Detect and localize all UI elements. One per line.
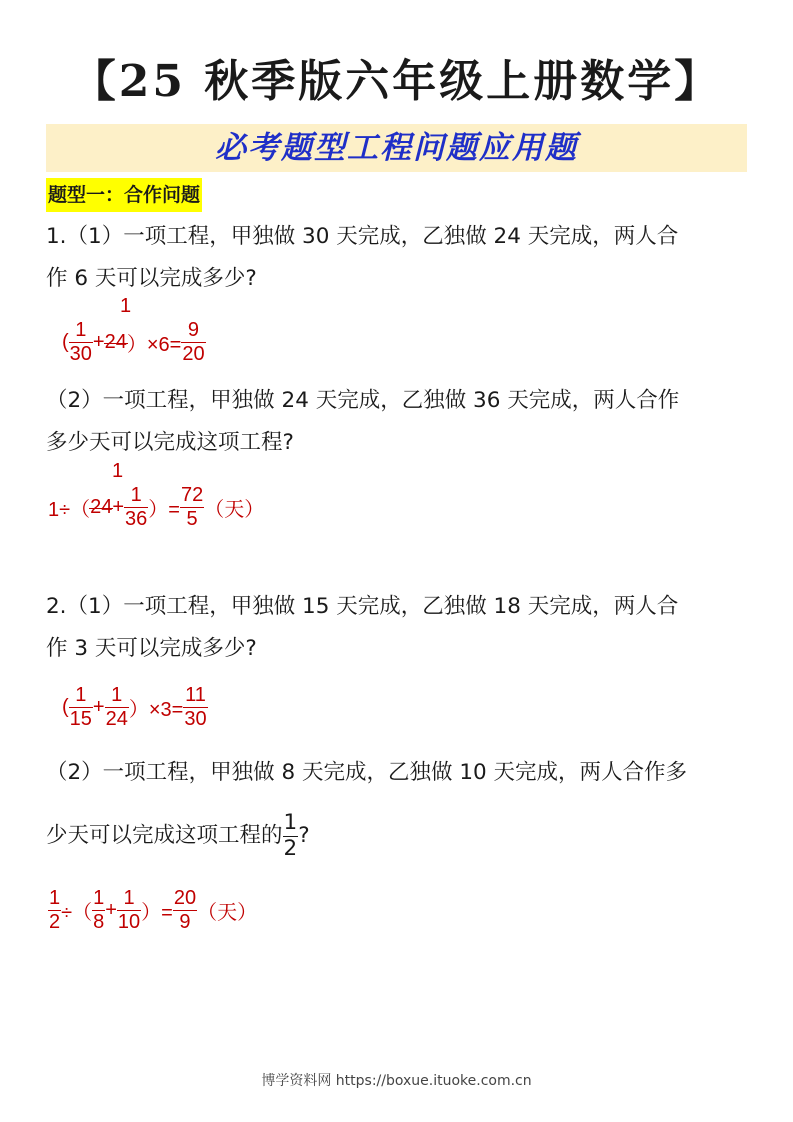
struck-number: 24 <box>90 496 113 518</box>
problem-2-2-line-2: 少天可以完成这项工程的 $\frac{1}{2}$ ? <box>46 810 310 861</box>
answer-1-1: ( $\frac{1}{30}$ +24）×6= $\frac{9}{20}$ <box>62 319 205 365</box>
fraction: $\frac{1}{2}$ <box>49 887 61 933</box>
fraction: $\frac{1}{8}$ <box>93 887 105 933</box>
answer-1-2: 1÷（24+ $\frac{1}{36}$ ）= $\frac{72}{5}$ （天） <box>48 484 265 530</box>
fraction: $\frac{1}{30}$ <box>69 319 92 365</box>
problem-1-2-line-2: 多少天可以完成这项工程? <box>46 430 294 455</box>
footer-watermark: 博学资料网 https://boxue.ituoke.com.cn <box>261 1073 532 1089</box>
struck-number: 24 <box>104 331 127 353</box>
problem-1-2-line-1: （2）一项工程，甲独做 24 天完成，乙独做 36 天完成，两人合作 <box>46 388 680 413</box>
answer-2-2: $\frac{1}{2}$ ÷（ $\frac{1}{8}$ + $\frac{1}{10}$ ）= $\frac{20}{9}$ （天） <box>49 887 258 933</box>
problem-1-1-line-2: 作 6 天可以完成多少? <box>46 266 257 291</box>
fraction: $\frac{1}{10}$ <box>117 887 141 933</box>
document-title: 【25 秋季版六年级上册数学】 <box>71 56 722 107</box>
answer-2-1: ( $\frac{1}{15}$ + $\frac{1}{24}$ ）×3= $\frac{11}{30}$ <box>62 684 207 730</box>
fraction: $\frac{1}{24}$ <box>105 684 128 730</box>
subtitle-banner <box>46 124 747 172</box>
result-fraction: $\frac{9}{20}$ <box>182 319 205 365</box>
result-fraction: $\frac{11}{30}$ <box>184 684 207 730</box>
subtitle: 必考题型工程问题应用题 <box>215 130 578 166</box>
problem-2-2-line-1: （2）一项工程，甲独做 8 天完成，乙独做 10 天完成，两人合作多 <box>46 760 688 785</box>
problem-1-1-line-1: 1.（1）一项工程，甲独做 30 天完成，乙独做 24 天完成，两人合 <box>46 224 679 249</box>
annotation-one: 1 <box>112 460 124 482</box>
result-fraction: $\frac{72}{5}$ <box>180 484 204 530</box>
annotation-one: 1 <box>120 295 132 317</box>
problem-2-1-line-2: 作 3 天可以完成多少? <box>46 636 257 661</box>
fraction: $\frac{1}{2}$ <box>283 810 298 861</box>
fraction: $\frac{1}{36}$ <box>125 484 148 530</box>
section-heading: 题型一：合作问题 <box>46 178 202 212</box>
problem-2-1-line-1: 2.（1）一项工程，甲独做 15 天完成，乙独做 18 天完成，两人合 <box>46 594 679 619</box>
result-fraction: $\frac{20}{9}$ <box>173 887 197 933</box>
fraction: $\frac{1}{15}$ <box>69 684 92 730</box>
